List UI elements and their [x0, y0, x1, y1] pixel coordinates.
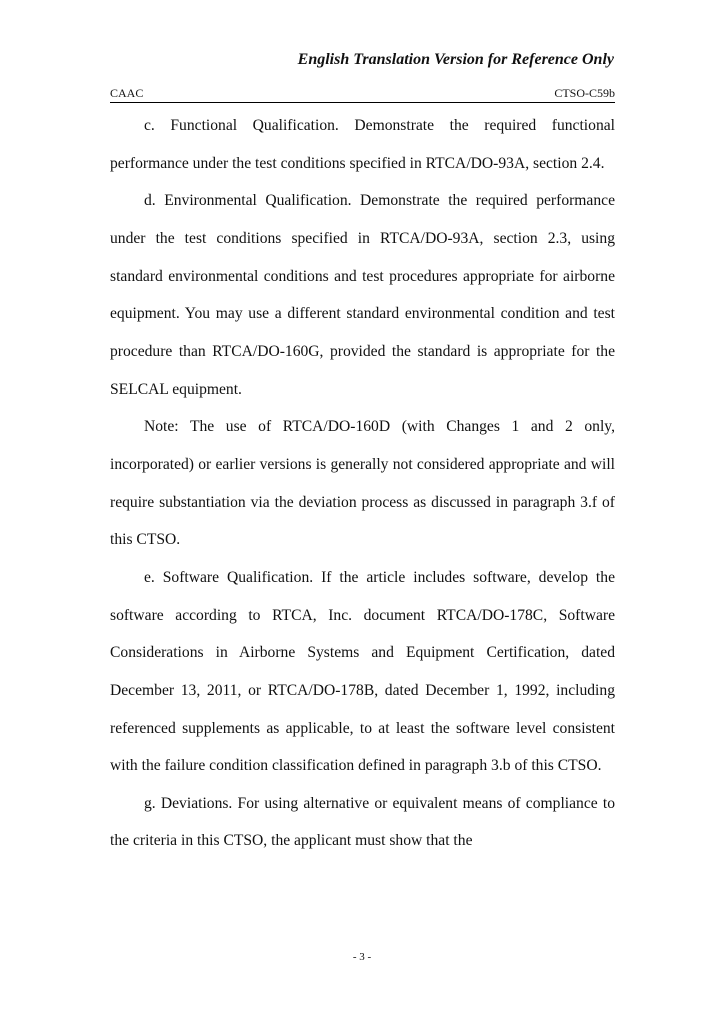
paragraph-environmental-qualification: d. Environmental Qualification. Demonstrate the required performance under the test conditions specified in RTCA/DO-93A, section 2.3, using standard environmental conditions and test procedures appropriate for airborne equipment. You may use a different standard environmental condition and test procedure than RTCA/DO-160G, provided the standard is appropriate for the SELCAL equipment.	[110, 192, 615, 398]
paragraph-deviations: g. Deviations. For using alternative or equivalent means of compliance to the criteria in this CTSO, the applicant must show that the	[110, 794, 615, 850]
translation-banner: English Translation Version for Reference Only	[297, 51, 614, 68]
paragraph-note: Note: The use of RTCA/DO-160D (with Changes 1 and 2 only, incorporated) or earlier versions is generally not considered appropriate and will require substantiation via the deviation process as discussed in paragraph 3.f of this CTSO.	[110, 418, 615, 549]
document-body	[110, 107, 615, 860]
paragraph-functional-qualification: c. Functional Qualification. Demonstrate the required functional performance under the test conditions specified in RTCA/DO-93A, section 2.4.	[110, 117, 615, 172]
header-left-caac: CAAC	[110, 86, 144, 100]
paragraph-software-qualification: e. Software Qualification. If the article includes software, develop the software according to RTCA, Inc. document RTCA/DO-178C, Software Considerations in Airborne Systems and Equipment Certification, dated December 13, 2011, or RTCA/DO-178B, dated December 1, 1992, including referenced supplements as applicable, to at least the software level consistent with the failure condition classification defined in paragraph 3.b of this CTSO.	[110, 568, 615, 775]
page-number: - 3 -	[352, 951, 372, 963]
header-right-doc-id: CTSO-C59b	[554, 86, 615, 100]
running-header	[110, 86, 615, 103]
